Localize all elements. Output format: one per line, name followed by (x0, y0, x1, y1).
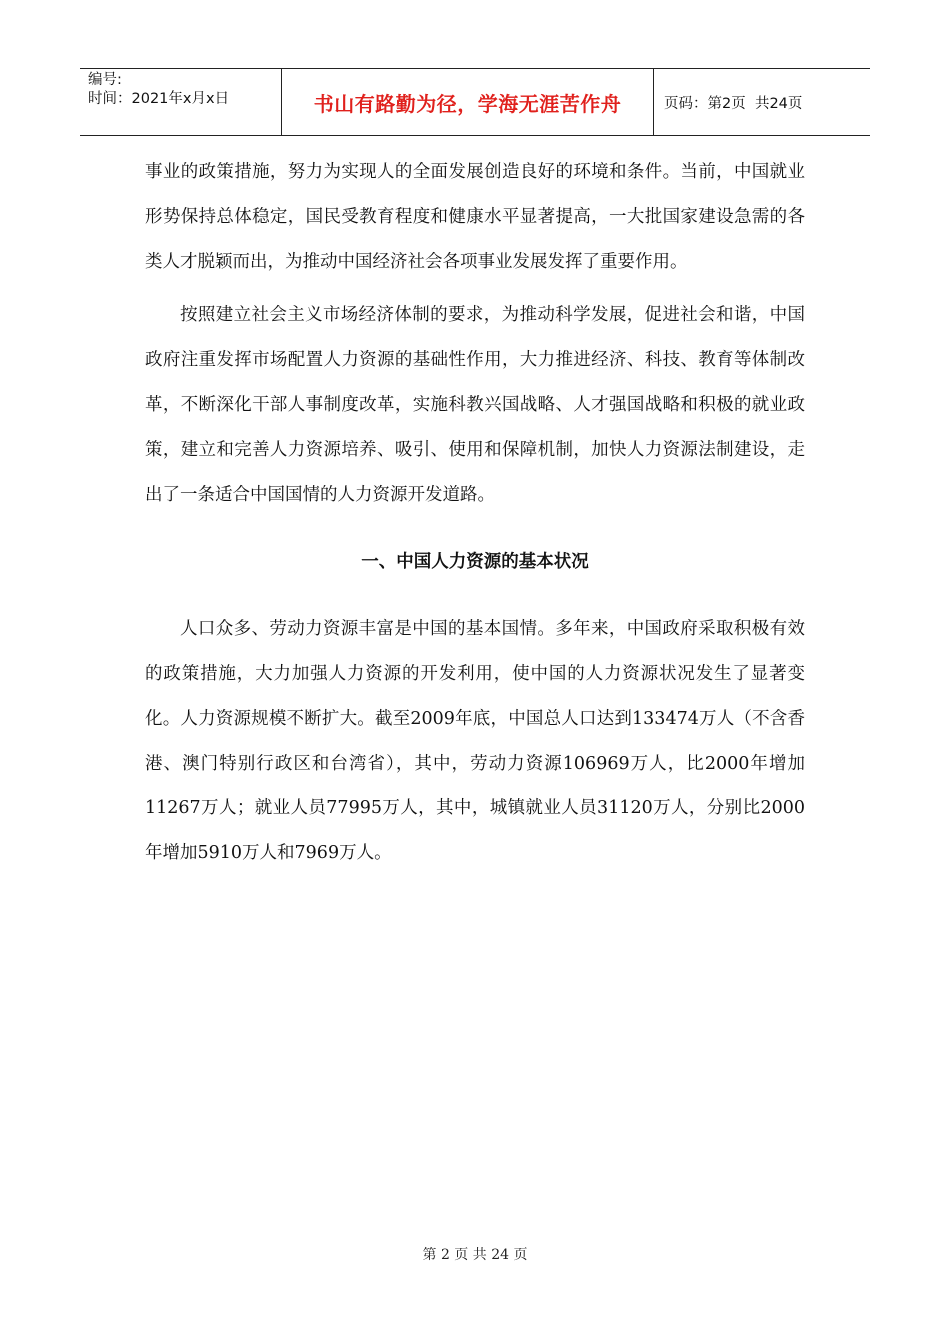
paragraph-continued: 事业的政策措施，努力为实现人的全面发展创造良好的环境和条件。当前，中国就业形势保持总体稳定，国民受教育程度和健康水平显著提高，一大批国家建设急需的各类人才脱颖而出，为推动中国经济社会各项事业发展发挥了重要作用。 (145, 162, 805, 272)
page-header (80, 68, 870, 136)
section-heading: 一、中国人力资源的基本状况 (361, 552, 589, 573)
header-motto: 书山有路勤为径，学海无涯苦作舟 (282, 69, 654, 135)
serial-label: 编号: (88, 72, 122, 88)
document-body (145, 150, 805, 876)
paragraph-reform: 按照建立社会主义市场经济体制的要求，为推动科学发展，促进社会和谐，中国政府注重发挥市场配置人力资源的基础性作用，大力推进经济、科技、教育等体制改革，不断深化干部人事制度改革，实施科教兴国战略、人才强国战略和积极的就业政策，建立和完善人力资源培养、吸引、使用和保障机制，加快人力资源法制建设，走出了一条适合中国国情的人力资源开发道路。 (145, 305, 805, 505)
time-label: 时间：2021年x月x日 (88, 91, 230, 107)
paragraph-gap (145, 284, 805, 293)
header-page-info: 页码：第2页 共24页 (664, 95, 803, 112)
page-footer: 第 2 页 共 24 页 (422, 1247, 528, 1263)
header-meta-cell (80, 69, 282, 135)
paragraph-basic-status: 人口众多、劳动力资源丰富是中国的基本国情。多年来，中国政府采取积极有效的政策措施，大力加强人力资源的开发利用，使中国的人力资源状况发生了显著变化。人力资源规模不断扩大。截至2009年底，中国总人口达到133474万人（不含香港、澳门特别行政区和台湾省），其中，劳动力资源106969万人，比2000年增加11267万人；就业人员77995万人，其中，城镇就业人员31120万人，分别比2000年增加5910万人和7969万人。 (145, 619, 805, 864)
